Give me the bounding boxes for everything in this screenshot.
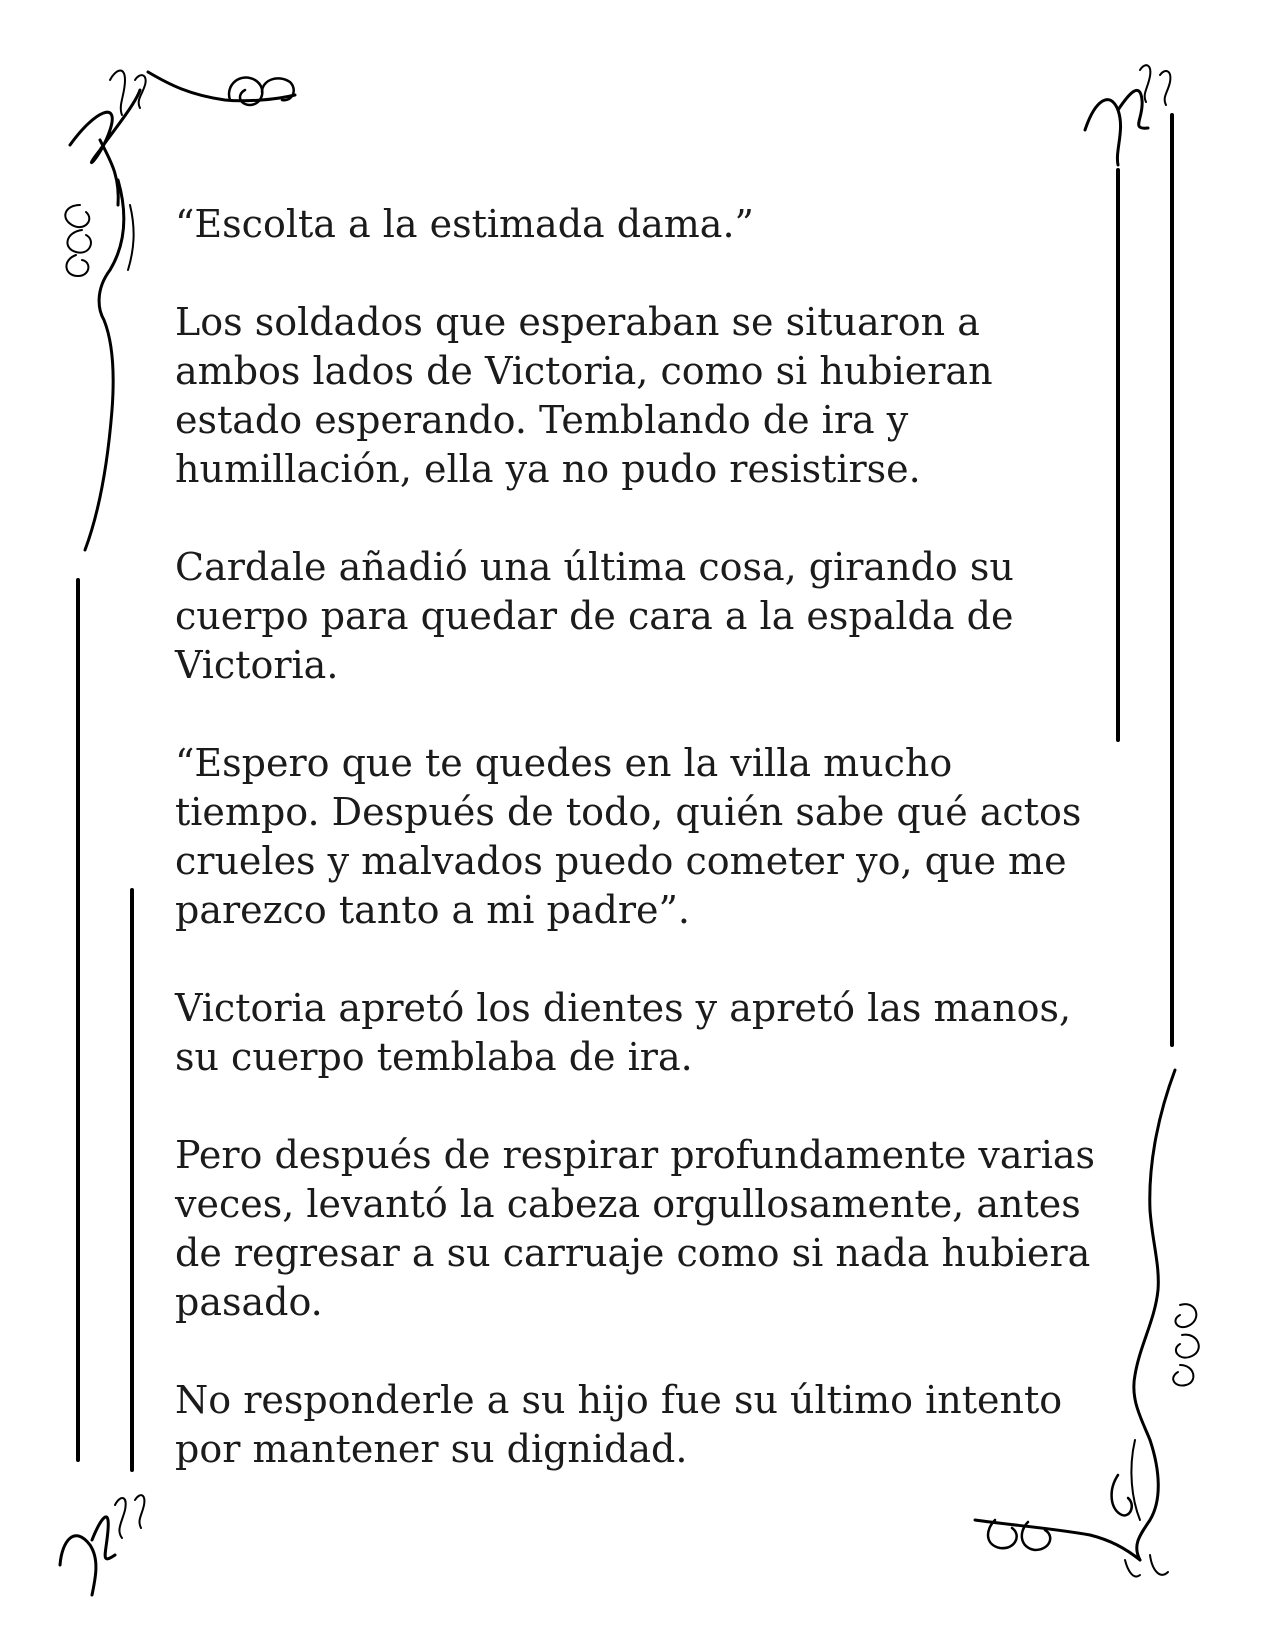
paragraph-4: “Espero que te quedes en la villa mucho tiempo. Después de todo, quién sabe qué actos crueles y malvados puedo cometer yo, que me parezco tanto a mi padre”.	[175, 741, 1082, 932]
story-text	[175, 200, 1105, 1474]
bottom-left-flourish-icon	[60, 1495, 144, 1595]
top-right-flourish-icon	[1085, 65, 1170, 165]
paragraph-5: Victoria apretó los dientes y apretó las manos, su cuerpo temblaba de ira.	[175, 986, 1072, 1079]
paragraph-1: “Escolta a la estimada dama.”	[175, 202, 754, 246]
paragraph-7: No responderle a su hijo fue su último intento por mantener su dignidad.	[175, 1378, 1063, 1471]
paragraph-6: Pero después de respirar profundamente varias veces, levantó la cabeza orgullosamente, antes de regresar a su carruaje como si nada hubiera pasado.	[175, 1133, 1096, 1324]
paragraph-3: Cardale añadió una última cosa, girando su cuerpo para quedar de cara a la espalda de Victoria.	[175, 545, 1014, 687]
paragraph-2: Los soldados que esperaban se situaron a ambos lados de Victoria, como si hubieran estado esperando. Temblando de ira y humillación, ella ya no pudo resistirse.	[175, 300, 993, 491]
